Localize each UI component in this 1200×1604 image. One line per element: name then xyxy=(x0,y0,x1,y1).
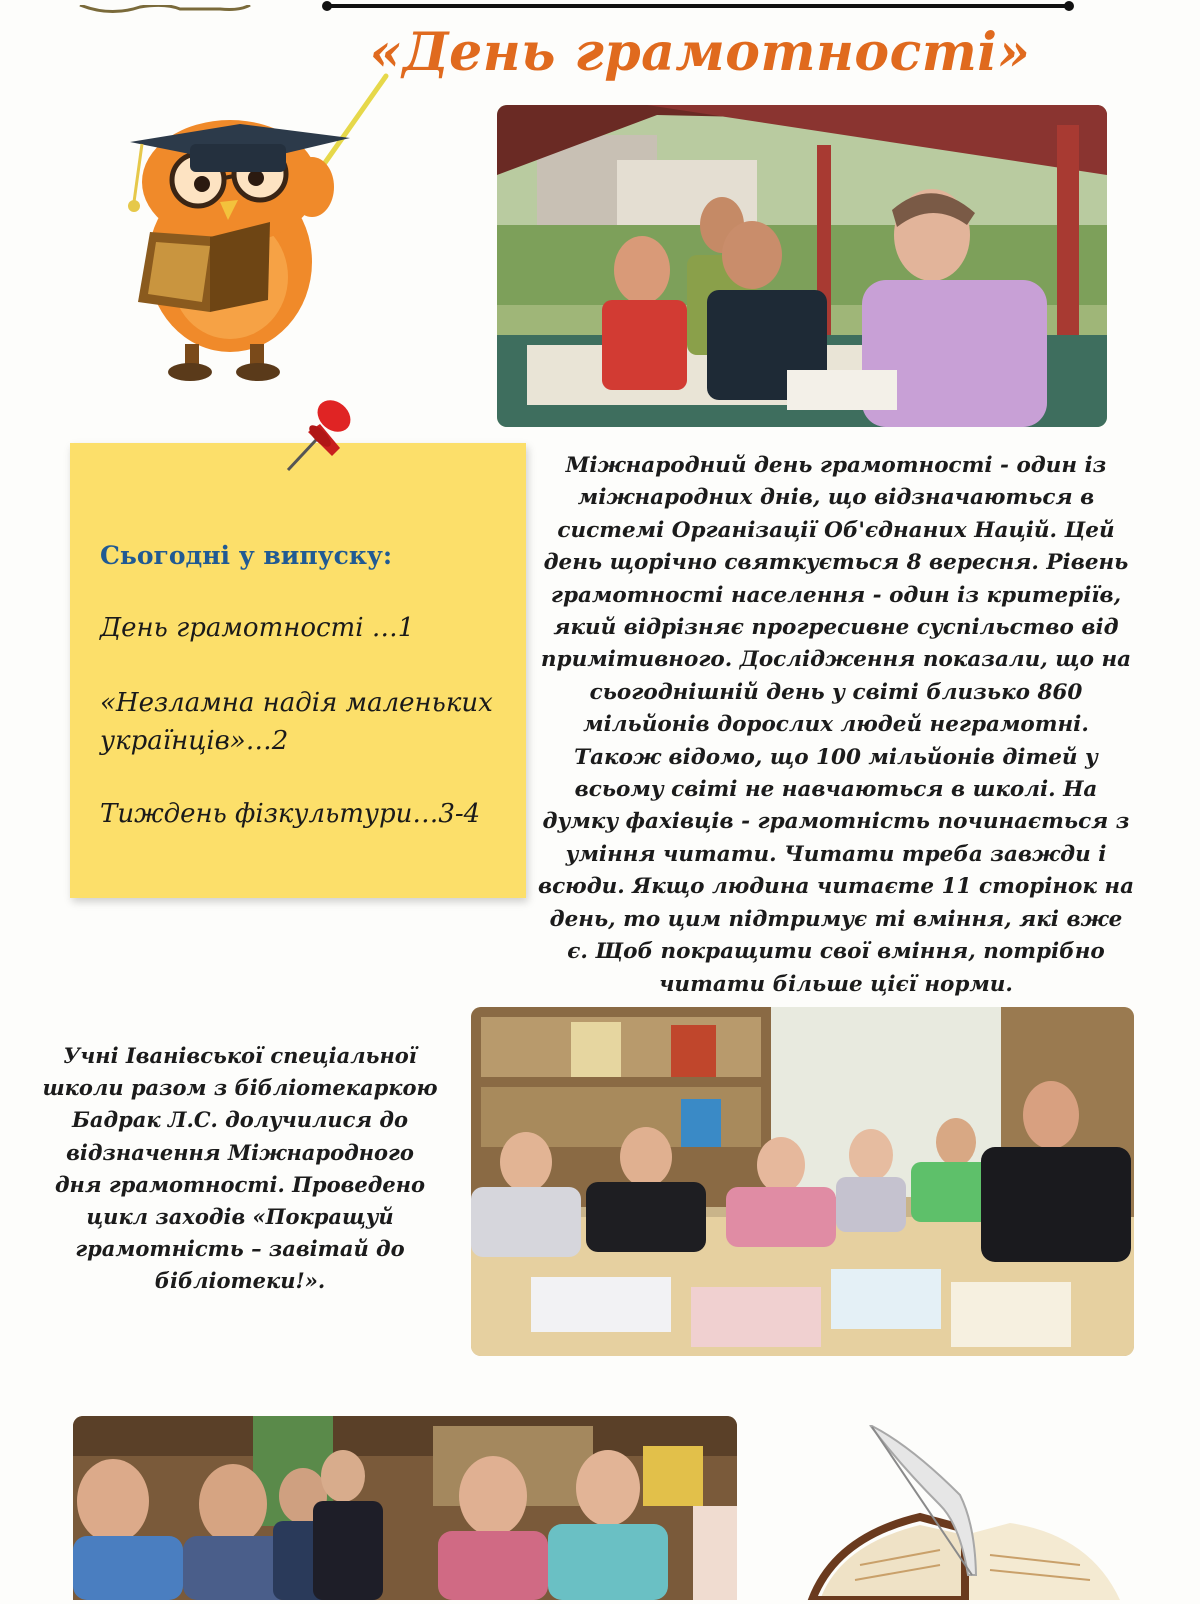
contents-item: «Незламна надія маленьких українців»…2 xyxy=(100,688,493,756)
photo-group-library xyxy=(73,1416,737,1600)
owl-professor-icon xyxy=(60,62,400,392)
corner-ornament xyxy=(70,0,260,10)
contents-item: Тиждень фізкультури…3-4 xyxy=(100,799,481,829)
contents-item: День грамотності …1 xyxy=(100,613,415,643)
photo-library-students xyxy=(471,1007,1134,1356)
push-pin-icon xyxy=(282,392,362,477)
quill-and-book-icon xyxy=(800,1425,1140,1600)
contents-note xyxy=(70,443,526,898)
photo-reading-gazebo xyxy=(497,105,1107,427)
title-divider xyxy=(322,1,1074,11)
contents-heading: Сьогодні у випуску: xyxy=(100,541,393,570)
event-caption: Учні Іванівської спеціальної школи разом з бібліотекаркою Бадрак Л.С. долучилися до відзначення Міжнародного дня грамотності. Проведено цикл заходів «Покращуй грамотність – завітай до бібліотеки!». xyxy=(42,1043,438,1294)
article-body: Міжнародний день грамотності - один із міжнародних днів, що відзначаються в системі Організації Об'єднаних Націй. Цей день щорічно святкується 8 вересня. Рівень грамотності населення - один із критеріїв, який відрізняє прогресивне суспільство від примітивного. Дослідження показали, що на сьогоднішній день у світі близько 860 мільйонів дорослих людей неграмотні. Також відомо, що 100 мільйонів дітей у всьому світі не навчаються в школі. На думку фахівців - грамотність починається з уміння читати. Читати треба завжди і всюди. Якщо людина читаєте 11 сторінок на день, то цим підтримує ті вміння, які вже є. Щоб покращити свої вміння, потрібно читати більше цієї норми. xyxy=(537,453,1135,997)
page-title: «День грамотності» xyxy=(369,22,1031,83)
